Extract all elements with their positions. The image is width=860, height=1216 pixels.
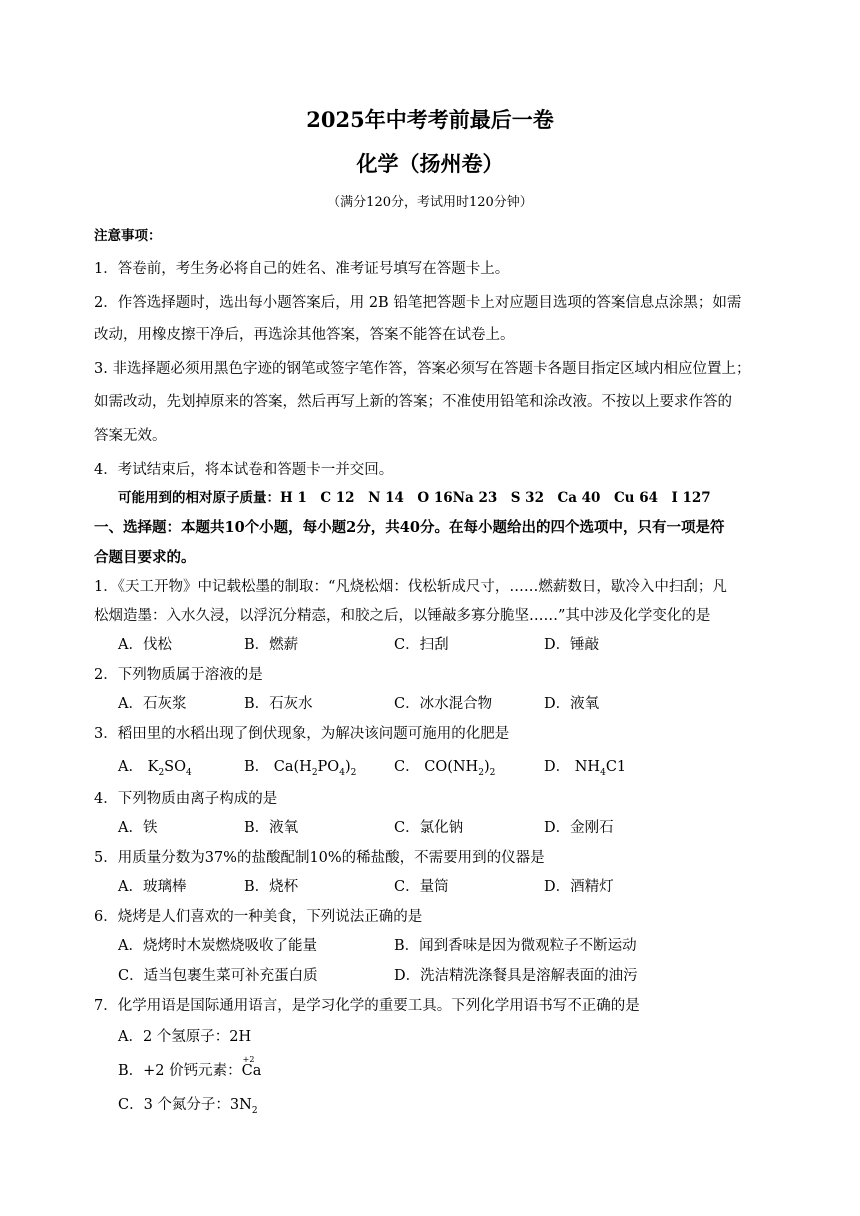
option: C．适当包裹生菜可补充蛋白质: [118, 968, 318, 984]
q4-stem: 4．下列物质由离子构成的是: [94, 791, 278, 807]
q7-stem: 7．化学用语是国际通用语言，是学习化学的重要工具。下列化学用语书写不正确的是: [94, 998, 640, 1014]
option-text: C．3 个氮分子：3N: [118, 1097, 252, 1113]
option-text: B．+2 价钙元素：: [118, 1063, 242, 1079]
option: C．量筒: [394, 879, 449, 895]
option: A．铁: [118, 820, 158, 836]
option: B．烧杯: [244, 879, 299, 895]
q5-stem: 5．用质量分数为37%的盐酸配制10%的稀盐酸，不需要用到的仪器是: [94, 850, 545, 866]
notice-item: 答案无效。: [94, 428, 167, 444]
option: C．氯化钠: [394, 820, 464, 836]
q2-stem: 2．下列物质属于溶液的是: [94, 667, 263, 683]
q6-stem: 6．烧烤是人们喜欢的一种美食，下列说法正确的是: [94, 909, 423, 925]
option-label: B．: [244, 759, 270, 775]
q1-stem-cont: 松烟造墨：入水久浸，以浮沉分精悫，和胶之后，以锤敲多寡分脆坚……”其中涉及化学变化的是: [94, 608, 711, 624]
option: D．洗洁精洗涤餐具是溶解表面的油污: [394, 968, 638, 984]
q4-options: [118, 818, 818, 838]
option: A．烧烤时木炭燃烧吸收了能量: [118, 938, 317, 954]
q1-stem: 1．《天工开物》中记载松墨的制取：“凡烧松烟：伐松斩成尺寸，……燃薪数日，歇冷入中扫刮；凡: [94, 579, 727, 595]
option: D．锤敲: [544, 637, 600, 653]
option: B．闻到香味是因为微观粒子不断运动: [394, 938, 637, 954]
option: B．液氧: [244, 820, 299, 836]
calcium-valence-symbol: +2 Ca: [241, 1055, 262, 1079]
option: D．酒精灯: [544, 879, 614, 895]
option: C．冰水混合物: [394, 696, 493, 712]
q2-options: [118, 694, 818, 714]
q1-options: [118, 635, 818, 655]
q3-options: [118, 757, 818, 777]
option: C．扫刮: [394, 637, 449, 653]
q6-options-row1: [118, 936, 818, 956]
notice-item: 如需改动，先划掉原来的答案，然后再写上新的答案；不准使用铅笔和涂改液。不按以上要求作答的: [94, 394, 732, 410]
notice-item: 改动，用橡皮擦干净后，再选涂其他答案，答案不能答在试卷上。: [94, 327, 515, 343]
exam-subtitle: 化学（扬州卷）: [356, 151, 504, 176]
q7-option-a: A．2 个氢原子：2H: [118, 1029, 252, 1045]
q7-option-c: C．3 个氮分子：$3N_2$: [118, 1097, 258, 1116]
notice-item: 1．答卷前，考生务必将自己的姓名、准考证号填写在答题卡上。: [94, 261, 510, 277]
option-label: D．: [544, 759, 571, 775]
exam-meta: （满分120分，考试用时120分钟）: [327, 195, 533, 210]
section-heading: 一、选择题：本题共10个小题，每小题2分，共40分。在每小题给出的四个选项中，只有一项是符: [94, 519, 725, 536]
option-label: A．: [118, 759, 143, 775]
notice-item: 4．考试结束后，将本试卷和答题卡一并交回。: [94, 462, 394, 478]
exam-title: 2025年中考考前最后一卷: [306, 107, 554, 132]
q5-options: [118, 877, 818, 897]
option: D．液氧: [544, 696, 600, 712]
q6-options-row2: [118, 966, 818, 986]
option-a: A． $K_2SO_4$: [118, 759, 192, 778]
notice-heading: 注意事项：: [94, 228, 162, 244]
q7-option-b: [118, 1055, 262, 1081]
option: A．石灰浆: [118, 696, 187, 712]
notice-item: 3. 非选择题必须用黑色字迹的钢笔或签字笔作答，答案必须写在答题卡各题目指定区域内相应位置上；: [94, 361, 751, 377]
option-label: C．: [394, 759, 420, 775]
option-c: C． $CO(NH_2)_2$: [394, 759, 496, 778]
option: D．金刚石: [544, 820, 614, 836]
q3-stem: 3．稻田里的水稻出现了倒伏现象，为解决该问题可施用的化肥是: [94, 726, 510, 742]
option: B．燃薪: [244, 637, 299, 653]
section-heading-cont: 合题目要求的。: [94, 549, 196, 566]
option: A．玻璃棒: [118, 879, 187, 895]
notice-item: 2．作答选择题时，选出每小题答案后，用 2B 铅笔把答题卡上对应题目选项的答案信息点涂黑；如需: [94, 295, 742, 311]
option-b: B． $Ca(H_2PO_4)_2$: [244, 759, 357, 778]
option: A．伐松: [118, 637, 172, 653]
option-d: D． $NH_4C1$: [544, 759, 627, 778]
atomic-mass-line: 可能用到的相对原子质量：H 1 C 12 N 14 O 16Na 23 S 32 Ca 40 Cu 64 I 127: [118, 490, 711, 506]
option: B．石灰水: [244, 696, 313, 712]
